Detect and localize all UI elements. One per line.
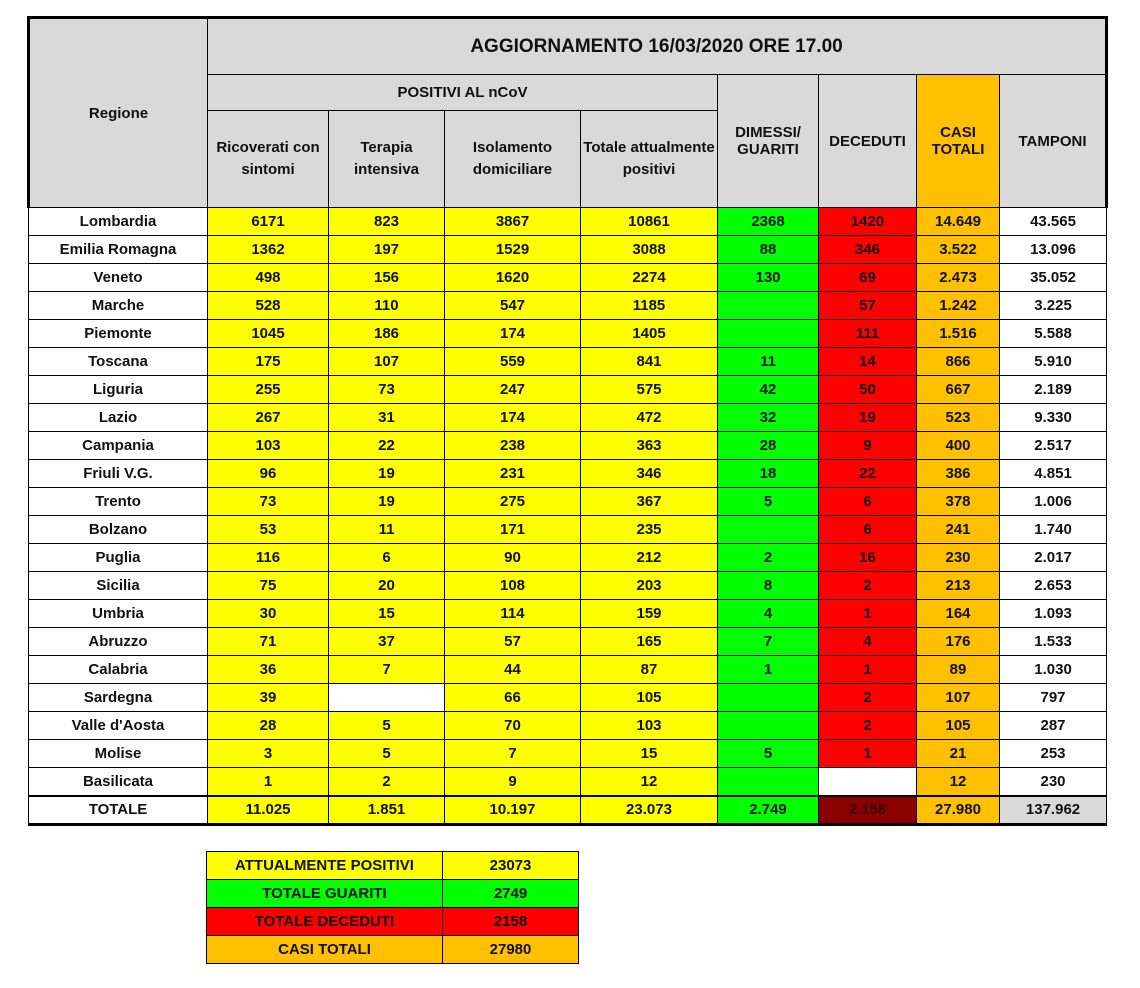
cell-regione: Emilia Romagna [29,236,208,264]
header-tamponi: TAMPONI [1000,75,1107,208]
cell-ricoverati: 28 [208,712,329,740]
cell-deceduti [819,768,917,796]
cell-dimessi: 28 [718,432,819,460]
cell-isolamento: 108 [445,572,581,600]
cell-deceduti: 69 [819,264,917,292]
cell-dimessi [718,768,819,796]
cell-ricoverati: 1045 [208,320,329,348]
cell-totale-positivi: 472 [581,404,718,432]
cell-casi: 2.473 [917,264,1000,292]
cell-totale-positivi: 212 [581,544,718,572]
total-casi: 27.980 [917,796,1000,825]
table-row [29,236,1107,264]
cell-ricoverati: 255 [208,376,329,404]
cell-tamponi: 797 [1000,684,1107,712]
cell-isolamento: 9 [445,768,581,796]
cell-isolamento: 70 [445,712,581,740]
cell-tamponi: 2.653 [1000,572,1107,600]
cell-ricoverati: 116 [208,544,329,572]
cell-deceduti: 9 [819,432,917,460]
cell-deceduti: 14 [819,348,917,376]
cell-ricoverati: 1362 [208,236,329,264]
cell-totale-positivi: 346 [581,460,718,488]
cell-dimessi [718,516,819,544]
cell-totale-positivi: 363 [581,432,718,460]
cell-regione: Abruzzo [29,628,208,656]
header-totale-positivi: Totale attualmente positivi [581,111,718,208]
cell-casi: 21 [917,740,1000,768]
cell-regione: Lazio [29,404,208,432]
cell-terapia: 156 [329,264,445,292]
cell-dimessi: 11 [718,348,819,376]
cell-deceduti: 2 [819,684,917,712]
cell-terapia: 19 [329,460,445,488]
cell-totale-positivi: 159 [581,600,718,628]
cell-ricoverati: 75 [208,572,329,600]
header-ricoverati: Ricoverati con sintomi [208,111,329,208]
cell-deceduti: 19 [819,404,917,432]
cell-terapia: 5 [329,712,445,740]
cell-tamponi: 3.225 [1000,292,1107,320]
cell-casi: 230 [917,544,1000,572]
table-row [29,208,1107,236]
table-row [29,656,1107,684]
cell-totale-positivi: 10861 [581,208,718,236]
cell-isolamento: 547 [445,292,581,320]
cell-regione: Sardegna [29,684,208,712]
table-row [29,684,1107,712]
cell-tamponi: 1.093 [1000,600,1107,628]
cell-isolamento: 231 [445,460,581,488]
cell-tamponi: 230 [1000,768,1107,796]
cell-dimessi: 130 [718,264,819,292]
total-dimessi: 2.749 [718,796,819,825]
cell-regione: Toscana [29,348,208,376]
cell-totale-positivi: 1185 [581,292,718,320]
summary-value: 23073 [443,852,579,880]
cell-ricoverati: 73 [208,488,329,516]
cell-regione: Marche [29,292,208,320]
cell-casi: 241 [917,516,1000,544]
table-title: AGGIORNAMENTO 16/03/2020 ORE 17.00 [208,18,1107,75]
cell-dimessi: 5 [718,740,819,768]
cell-ricoverati: 498 [208,264,329,292]
cell-deceduti: 16 [819,544,917,572]
cell-dimessi: 2 [718,544,819,572]
summary-value: 27980 [443,936,579,964]
cell-terapia: 73 [329,376,445,404]
cell-totale-positivi: 235 [581,516,718,544]
total-ricoverati: 11.025 [208,796,329,825]
cell-dimessi: 2368 [718,208,819,236]
cell-terapia [329,684,445,712]
cell-tamponi: 1.533 [1000,628,1107,656]
cell-deceduti: 1 [819,656,917,684]
total-terapia: 1.851 [329,796,445,825]
header-terapia-intensiva: Terapia intensiva [329,111,445,208]
cell-isolamento: 275 [445,488,581,516]
cell-ricoverati: 30 [208,600,329,628]
cell-isolamento: 559 [445,348,581,376]
cell-terapia: 31 [329,404,445,432]
cell-terapia: 7 [329,656,445,684]
cell-casi: 164 [917,600,1000,628]
cell-tamponi: 5.910 [1000,348,1107,376]
cell-tamponi: 253 [1000,740,1107,768]
total-tamponi: 137.962 [1000,796,1107,825]
cell-casi: 3.522 [917,236,1000,264]
cell-terapia: 37 [329,628,445,656]
summary-value: 2749 [443,880,579,908]
cell-tamponi: 2.189 [1000,376,1107,404]
cell-totale-positivi: 2274 [581,264,718,292]
table-row [29,264,1107,292]
header-dimessi-guariti: DIMESSI/ GUARITI [718,75,819,208]
cell-terapia: 823 [329,208,445,236]
cell-casi: 523 [917,404,1000,432]
table-row [29,516,1107,544]
cell-ricoverati: 96 [208,460,329,488]
cell-terapia: 186 [329,320,445,348]
header-casi-totali: CASI TOTALI [917,75,1000,208]
cell-totale-positivi: 103 [581,712,718,740]
cell-terapia: 20 [329,572,445,600]
cell-casi: 1.516 [917,320,1000,348]
cell-regione: Friuli V.G. [29,460,208,488]
cell-isolamento: 114 [445,600,581,628]
table-row [29,292,1107,320]
cell-isolamento: 238 [445,432,581,460]
cell-dimessi: 32 [718,404,819,432]
cell-ricoverati: 175 [208,348,329,376]
cell-regione: Puglia [29,544,208,572]
cell-terapia: 197 [329,236,445,264]
cell-isolamento: 66 [445,684,581,712]
cell-deceduti: 22 [819,460,917,488]
table-row [29,544,1107,572]
header-isolamento: Isolamento domiciliare [445,111,581,208]
cell-casi: 107 [917,684,1000,712]
cell-casi: 378 [917,488,1000,516]
cell-casi: 14.649 [917,208,1000,236]
cell-dimessi: 7 [718,628,819,656]
cell-deceduti: 6 [819,488,917,516]
cell-tamponi: 4.851 [1000,460,1107,488]
table-row [29,432,1107,460]
cell-isolamento: 90 [445,544,581,572]
cell-isolamento: 171 [445,516,581,544]
cell-casi: 1.242 [917,292,1000,320]
cell-tamponi: 9.330 [1000,404,1107,432]
cell-ricoverati: 36 [208,656,329,684]
cell-terapia: 110 [329,292,445,320]
table-row [29,320,1107,348]
cell-deceduti: 1 [819,600,917,628]
cell-terapia: 6 [329,544,445,572]
summary-row-casi [207,936,579,964]
cell-isolamento: 44 [445,656,581,684]
cell-terapia: 107 [329,348,445,376]
total-positivi: 23.073 [581,796,718,825]
cell-totale-positivi: 575 [581,376,718,404]
cell-regione: Campania [29,432,208,460]
total-deceduti: 2.158 [819,796,917,825]
summary-label: TOTALE DECEDUTI [207,908,443,936]
table-body [29,208,1107,796]
cell-dimessi [718,684,819,712]
cell-casi: 667 [917,376,1000,404]
cell-isolamento: 7 [445,740,581,768]
cell-dimessi: 4 [718,600,819,628]
cell-casi: 400 [917,432,1000,460]
cell-deceduti: 2 [819,572,917,600]
header-deceduti: DECEDUTI [819,75,917,208]
cell-regione: Molise [29,740,208,768]
cell-tamponi: 13.096 [1000,236,1107,264]
cell-terapia: 15 [329,600,445,628]
cell-deceduti: 57 [819,292,917,320]
cell-dimessi: 42 [718,376,819,404]
cell-deceduti: 2 [819,712,917,740]
cell-casi: 866 [917,348,1000,376]
cell-totale-positivi: 165 [581,628,718,656]
cell-regione: Basilicata [29,768,208,796]
summary-label: CASI TOTALI [207,936,443,964]
cell-casi: 176 [917,628,1000,656]
table-row [29,348,1107,376]
cell-totale-positivi: 1405 [581,320,718,348]
cell-totale-positivi: 3088 [581,236,718,264]
cell-terapia: 2 [329,768,445,796]
cell-casi: 12 [917,768,1000,796]
cell-tamponi: 287 [1000,712,1107,740]
cell-deceduti: 4 [819,628,917,656]
cell-casi: 213 [917,572,1000,600]
total-isolamento: 10.197 [445,796,581,825]
cell-totale-positivi: 105 [581,684,718,712]
header-regione: Regione [29,18,208,208]
summary-row-positivi [207,852,579,880]
cell-deceduti: 1420 [819,208,917,236]
cell-regione: Valle d'Aosta [29,712,208,740]
cell-casi: 89 [917,656,1000,684]
cell-terapia: 19 [329,488,445,516]
cell-isolamento: 57 [445,628,581,656]
cell-ricoverati: 6171 [208,208,329,236]
cell-terapia: 11 [329,516,445,544]
cell-totale-positivi: 841 [581,348,718,376]
cell-regione: Calabria [29,656,208,684]
table-row [29,572,1107,600]
cell-ricoverati: 528 [208,292,329,320]
cell-tamponi: 1.030 [1000,656,1107,684]
cell-totale-positivi: 87 [581,656,718,684]
table-row [29,404,1107,432]
cell-regione: Bolzano [29,516,208,544]
cell-terapia: 22 [329,432,445,460]
summary-table [206,851,579,964]
cell-ricoverati: 267 [208,404,329,432]
cell-tamponi: 1.740 [1000,516,1107,544]
cell-totale-positivi: 15 [581,740,718,768]
cell-dimessi [718,292,819,320]
cell-regione: Sicilia [29,572,208,600]
cell-casi: 386 [917,460,1000,488]
cell-dimessi: 18 [718,460,819,488]
cell-dimessi: 8 [718,572,819,600]
cell-ricoverati: 1 [208,768,329,796]
cell-casi: 105 [917,712,1000,740]
summary-label: ATTUALMENTE POSITIVI [207,852,443,880]
cell-isolamento: 247 [445,376,581,404]
cell-ricoverati: 103 [208,432,329,460]
cell-tamponi: 1.006 [1000,488,1107,516]
header-positivi: POSITIVI AL nCoV [208,75,718,111]
summary-row-deceduti [207,908,579,936]
cell-tamponi: 5.588 [1000,320,1107,348]
table-row [29,488,1107,516]
cell-ricoverati: 71 [208,628,329,656]
cell-terapia: 5 [329,740,445,768]
cell-regione: Veneto [29,264,208,292]
cell-regione: Trento [29,488,208,516]
cell-totale-positivi: 203 [581,572,718,600]
summary-row-guariti [207,880,579,908]
cell-tamponi: 43.565 [1000,208,1107,236]
cell-dimessi: 1 [718,656,819,684]
cell-isolamento: 1529 [445,236,581,264]
table-row [29,768,1107,796]
cell-isolamento: 3867 [445,208,581,236]
cell-dimessi: 5 [718,488,819,516]
total-row [29,796,1107,825]
cell-deceduti: 346 [819,236,917,264]
table-row [29,740,1107,768]
table-row [29,600,1107,628]
table-row [29,376,1107,404]
table-row [29,460,1107,488]
summary-label: TOTALE GUARITI [207,880,443,908]
summary-value: 2158 [443,908,579,936]
cell-tamponi: 2.517 [1000,432,1107,460]
total-label: TOTALE [29,796,208,825]
cell-deceduti: 6 [819,516,917,544]
cell-tamponi: 2.017 [1000,544,1107,572]
cell-isolamento: 174 [445,404,581,432]
cell-totale-positivi: 367 [581,488,718,516]
covid-regional-table [27,16,1108,826]
cell-deceduti: 111 [819,320,917,348]
cell-regione: Piemonte [29,320,208,348]
cell-dimessi [718,712,819,740]
cell-totale-positivi: 12 [581,768,718,796]
cell-ricoverati: 39 [208,684,329,712]
table-row [29,712,1107,740]
cell-isolamento: 1620 [445,264,581,292]
cell-ricoverati: 53 [208,516,329,544]
cell-regione: Umbria [29,600,208,628]
cell-tamponi: 35.052 [1000,264,1107,292]
cell-ricoverati: 3 [208,740,329,768]
cell-regione: Liguria [29,376,208,404]
cell-dimessi [718,320,819,348]
cell-deceduti: 1 [819,740,917,768]
table-row [29,628,1107,656]
cell-dimessi: 88 [718,236,819,264]
cell-deceduti: 50 [819,376,917,404]
cell-isolamento: 174 [445,320,581,348]
cell-regione: Lombardia [29,208,208,236]
